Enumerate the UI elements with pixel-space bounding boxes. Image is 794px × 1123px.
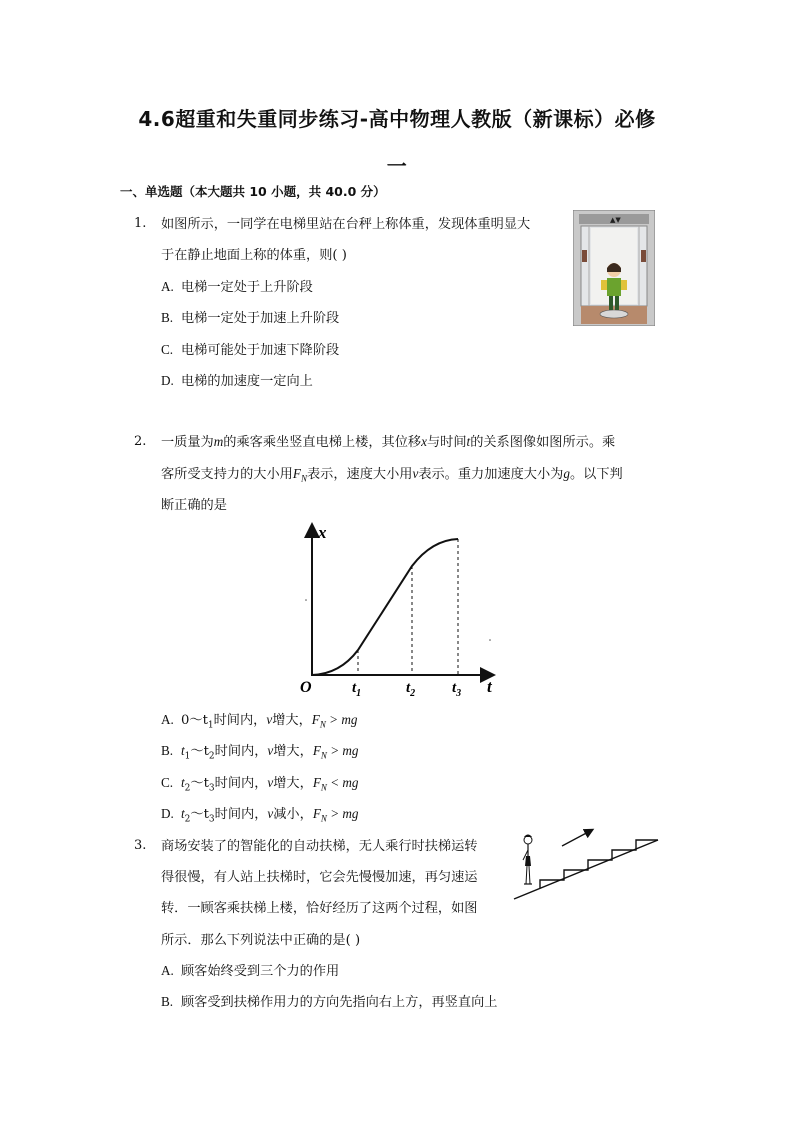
q1-number: 1. xyxy=(134,216,147,231)
elevator-illustration xyxy=(573,210,655,326)
svg-text:▲▼: ▲▼ xyxy=(610,216,621,224)
title-line-2: 一 xyxy=(386,154,408,178)
q3-stem-line2: 得很慢，有人站上扶梯时，它会先慢慢加速，再匀速运 xyxy=(161,870,478,885)
q2-stem-line1: 一质量为m的乘客乘坐竖直电梯上楼，其位移x与时间t的关系图像如图所示。乘 xyxy=(161,434,616,450)
q2-number: 2. xyxy=(134,434,147,449)
section-heading: 一、单选题（本大题共 10 小题，共 40.0 分） xyxy=(120,184,386,199)
q1-option-a[interactable]: A. 电梯一定处于上升阶段 xyxy=(161,279,313,295)
q3-option-b[interactable]: B. 顾客受到扶梯作用力的方向先指向右上方，再竖直向上 xyxy=(161,994,498,1010)
q1-option-d[interactable]: D. 电梯的加速度一定向上 xyxy=(161,373,313,389)
customer-figure xyxy=(523,835,532,885)
t1-label: $t_1$ xyxy=(352,680,362,699)
q3-option-a[interactable]: A. 顾客始终受到三个力的作用 xyxy=(161,963,340,979)
q1-stem-line2: 于在静止地面上称的体重，则( ) xyxy=(161,248,347,263)
title-line-1: 4.6超重和失重同步练习-高中物理人教版（新课标）必修 xyxy=(138,107,656,131)
q3-stem-line1: 商场安装了的智能化的自动扶梯，无人乘行时扶梯运转 xyxy=(161,839,478,854)
q3-stem-line3: 转．一顾客乘扶梯上楼，恰好经历了这两个过程，如图 xyxy=(161,901,478,916)
t3-label: $t_3$ xyxy=(452,680,462,699)
t2-label: $t_2$ xyxy=(406,680,416,699)
q2-option-a[interactable]: A. $0\sim t_1$时间内，v增大，$F_N$ > mg xyxy=(161,712,358,731)
q1-stem-line1: 如图所示，一同学在电梯里站在台秤上称体重，发现体重明显大 xyxy=(161,217,531,232)
q2-stem-line2: 客所受支持力的大小用$F_N$表示，速度大小用v表示。重力加速度大小为g。以下判 xyxy=(161,466,623,484)
q1-option-c[interactable]: C. 电梯可能处于加速下降阶段 xyxy=(161,342,340,358)
displacement-time-graph xyxy=(290,518,505,703)
q2-stem-line3: 断正确的是 xyxy=(161,498,227,513)
origin-label: O xyxy=(300,679,312,696)
document-title xyxy=(60,96,734,190)
q3-number: 3. xyxy=(134,838,147,853)
q2-option-b[interactable]: B. $t_1\sim t_2$时间内，v增大，$F_N$ > mg xyxy=(161,743,359,762)
y-axis-label: x xyxy=(318,523,327,542)
motion-arrow xyxy=(562,830,592,846)
escalator-illustration xyxy=(512,826,662,902)
x-t-curve xyxy=(312,539,458,675)
q2-option-d[interactable]: D. $t_2\sim t_3$时间内，v减小，$F_N$ > mg xyxy=(161,806,359,825)
x-axis-label: t xyxy=(487,677,492,696)
q2-option-c[interactable]: C. $t_2\sim t_3$时间内，v增大，$F_N$ < mg xyxy=(161,775,359,794)
q1-option-b[interactable]: B. 电梯一定处于加速上升阶段 xyxy=(161,310,340,326)
q3-stem-line4: 所示．那么下列说法中正确的是( ) xyxy=(161,933,361,948)
